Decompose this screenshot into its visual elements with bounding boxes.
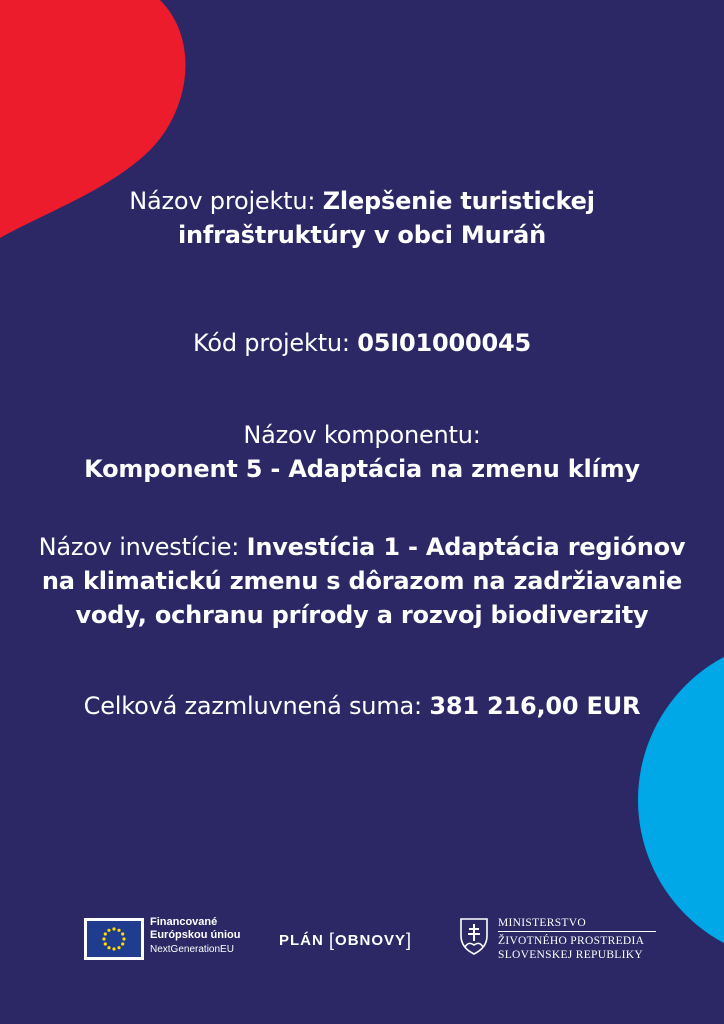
project-code-label: Kód projektu: (193, 329, 350, 357)
project-name-value-line1: Zlepšenie turistickej (322, 187, 595, 215)
investment-value-line2: na klimatickú zmenu s dôrazom na zadržiavanie (41, 567, 683, 595)
eu-stars-icon (87, 921, 141, 957)
eu-line1: Financované (150, 916, 218, 928)
slovak-crest-icon (458, 916, 490, 956)
eu-funding-text (150, 916, 240, 958)
investment-value-line1: Investícia 1 - Adaptácia regiónov (246, 533, 686, 561)
total-sum-value: 381 216,00 EUR (429, 692, 641, 720)
eu-line2: Európskou úniou (150, 929, 241, 941)
project-name-block (0, 184, 724, 252)
plan-bracket-close: ] (406, 930, 413, 950)
plan-word: PLÁN (279, 932, 324, 949)
project-code-value: 05I01000045 (357, 329, 531, 357)
plan-obnovy-logo (279, 929, 412, 950)
ministry-text (498, 916, 656, 962)
ministry-divider (498, 931, 656, 932)
component-block (0, 418, 724, 486)
investment-label: Názov investície: (38, 533, 240, 561)
investment-block (0, 530, 724, 632)
project-code-block (0, 326, 724, 360)
component-label: Názov komponentu: (243, 421, 481, 449)
plan-obnovy-word: OBNOVY (335, 932, 407, 949)
ministry-line2: ŽIVOTNÉHO PROSTREDIA (498, 935, 645, 947)
project-name-label: Názov projektu: (129, 187, 316, 215)
plan-bracket-open: [ (329, 930, 336, 950)
eu-flag-icon (84, 918, 144, 960)
total-sum-label: Celková zazmluvnená suma: (83, 692, 422, 720)
footer-logos (0, 912, 724, 972)
total-sum-block (0, 689, 724, 723)
component-value: Komponent 5 - Adaptácia na zmenu klímy (84, 455, 640, 483)
project-name-value-line2: infraštruktúry v obci Muráň (178, 221, 546, 249)
investment-value-line3: vody, ochranu prírody a rozvoj biodiverzity (75, 601, 649, 629)
ministry-line3: SLOVENSKEJ REPUBLIKY (498, 949, 643, 961)
ministry-line1: MINISTERSTVO (498, 917, 586, 929)
eu-line3: NextGenerationEU (150, 944, 234, 955)
